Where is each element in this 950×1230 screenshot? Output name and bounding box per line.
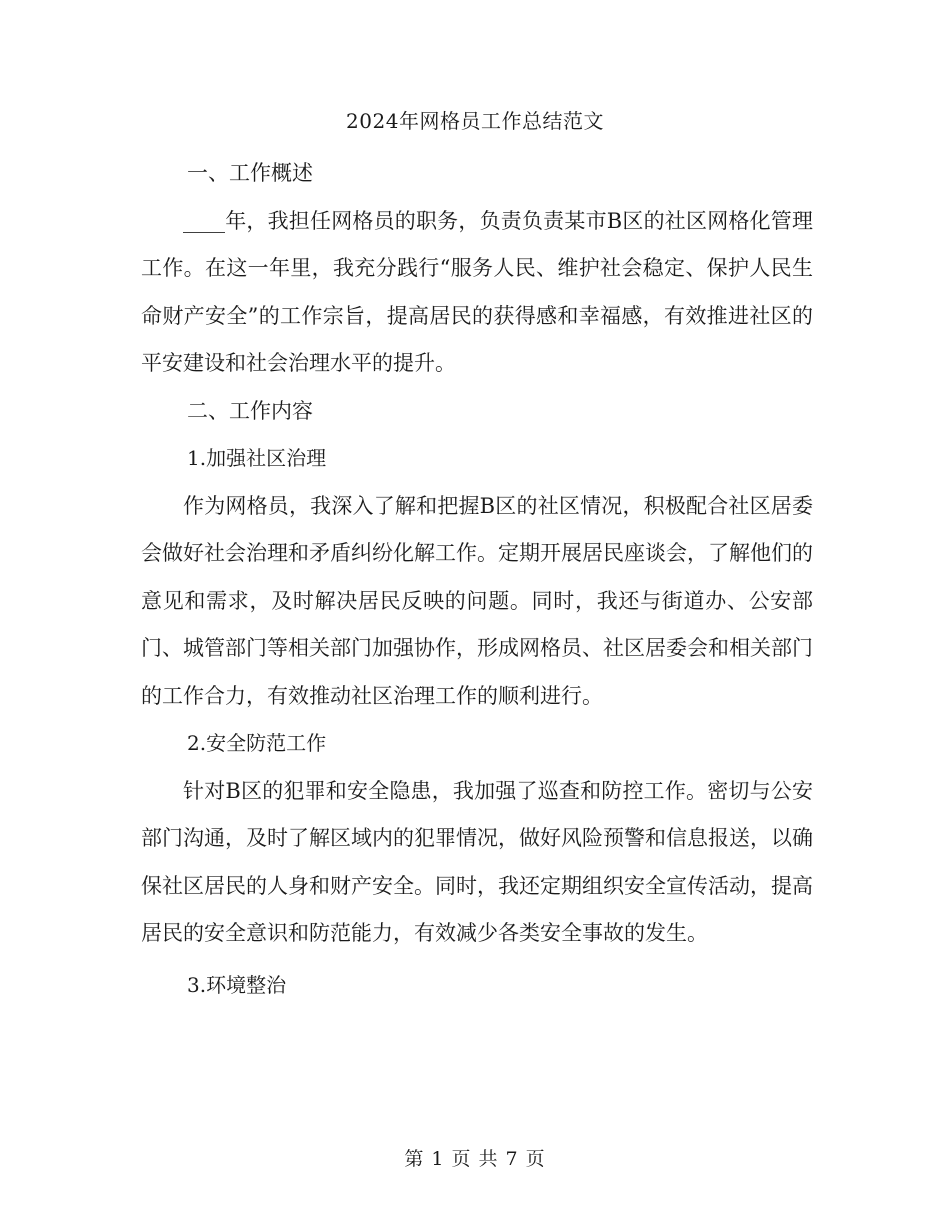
page-number-footer: 第 1 页 共 7 页 <box>404 1148 546 1170</box>
section-heading-content: 二、工作内容 <box>187 398 313 423</box>
subheading-environment: 3.环境整治 <box>187 972 287 997</box>
subheading-safety: 2.安全防范工作 <box>187 731 327 755</box>
paragraph-safety: 针对B区的犯罪和安全隐患，我加强了巡查和防控工作。密切与公安部门沟通，及时了解区域内的犯罪情况，做好风险预警和信息报送，以确保社区居民的人身和财产安全。同时，我还定期组织安全宣传活动，提高居民的安全意识和防范能力，有效减少各类安全事故的发生。 <box>141 778 813 945</box>
document-body <box>141 150 813 1009</box>
section-heading-overview: 一、工作概述 <box>187 161 313 185</box>
document-title: 2024年网格员工作总结范文 <box>346 109 604 133</box>
subheading-community-governance: 1.加强社区治理 <box>187 446 327 470</box>
paragraph-overview: ____年，我担任网格员的职务，负责负责某市B区的社区网格化管理工作。在这一年里，我充分践行“服务人民、维护社会稳定、保护人民生命财产安全”的工作宗旨，提高居民的获得感和幸福感，有效推进社区的平安建设和社会治理水平的提升。 <box>141 208 813 375</box>
paragraph-community-governance: 作为网格员，我深入了解和把握B区的社区情况，积极配合社区居委会做好社会治理和矛盾纠纷化解工作。定期开展居民座谈会，了解他们的意见和需求，及时解决居民反映的问题。同时，我还与街道办、公安部门、城管部门等相关部门加强协作，形成网格员、社区居委会和相关部门的工作合力，有效推动社区治理工作的顺利进行。 <box>141 493 813 708</box>
